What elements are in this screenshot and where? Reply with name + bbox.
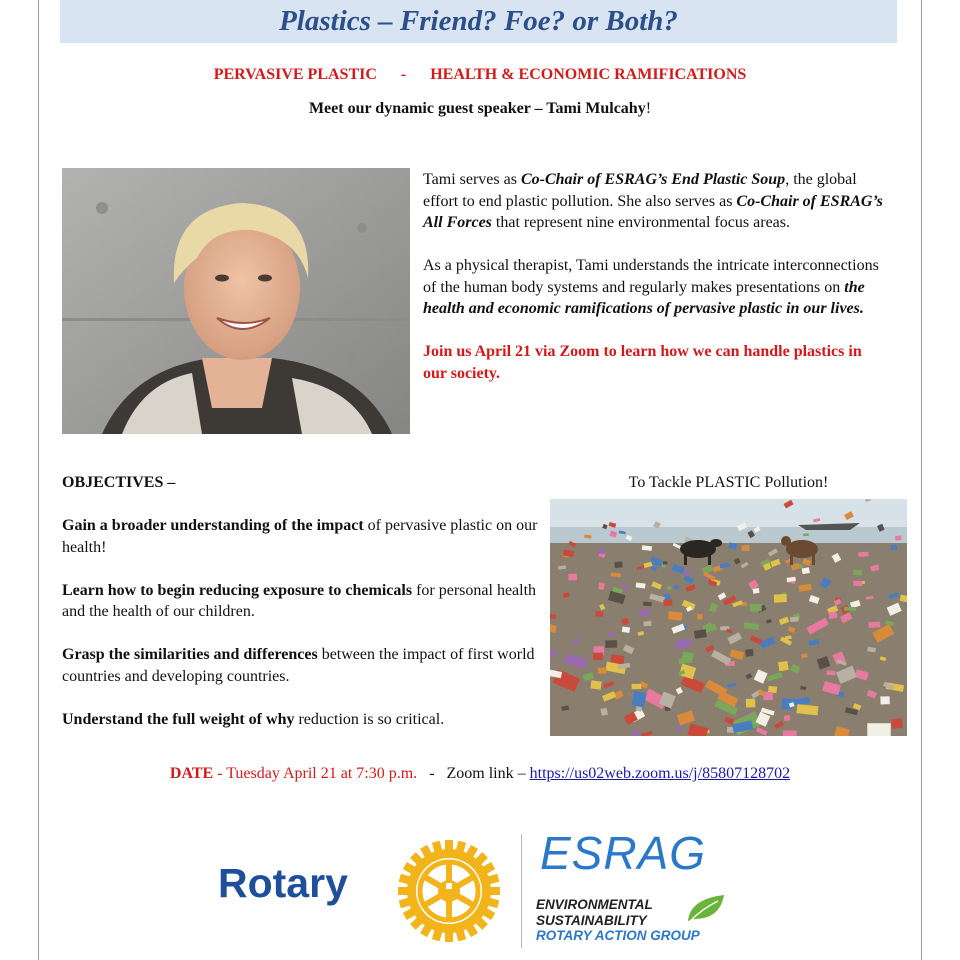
bio-text: As a physical therapist, Tami understands the intricate interconnections of the human body systems and regularly makes presentations on <box>423 257 879 296</box>
objective-text: of pervasive plastic on our health! <box>62 517 538 556</box>
objective-bold: Learn how to begin reducing exposure to chemicals <box>62 581 413 599</box>
logo-divider <box>521 834 522 948</box>
rotary-wheel-icon <box>396 838 502 944</box>
speaker-photo-graphic <box>62 168 410 434</box>
zoom-link[interactable]: https://us02web.zoom.us/j/85807128702 <box>529 765 791 782</box>
speaker-intro-text: Meet our dynamic guest speaker – Tami Mulcahy <box>308 100 646 117</box>
pollution-photo-graphic <box>550 499 907 736</box>
objectives-heading: OBJECTIVES – <box>62 474 176 491</box>
bio-paragraph-therapist <box>423 255 888 320</box>
objective-item <box>62 644 542 687</box>
join-invitation: Join us April 21 via Zoom to learn how we can handle plastics in our society. <box>423 343 862 382</box>
page-title: Plastics – Friend? Foe? or Both? <box>279 5 678 37</box>
event-date-line <box>0 765 960 783</box>
speaker-bio <box>423 169 888 406</box>
esrag-line-1: ENVIRONMENTAL <box>536 897 653 912</box>
bio-emphasis: the health and economic ramifications of pervasive plastic in our lives. <box>423 278 865 317</box>
pollution-photo <box>550 499 907 736</box>
bio-text: , the global effort to end plastic pollution. She also serves as <box>423 171 857 210</box>
leaf-icon <box>684 893 728 925</box>
esrag-logo-text: ESRAG <box>540 827 707 879</box>
speaker-intro <box>0 100 960 118</box>
zoom-label: - Zoom link – <box>417 765 530 782</box>
bio-text: Tami serves as <box>423 171 521 188</box>
topic-line: PERVASIVE PLASTIC - HEALTH & ECONOMIC RAMIFICATIONS <box>213 66 747 83</box>
image-caption: To Tackle PLASTIC Pollution! <box>628 474 829 491</box>
objective-item <box>62 709 542 731</box>
objective-bold: Understand the full weight of why <box>62 710 295 728</box>
objective-item <box>62 580 542 623</box>
esrag-subtitle <box>536 897 700 944</box>
objective-text: between the impact of first world countries and developing countries. <box>62 646 535 685</box>
bio-text: that represent nine environmental focus areas. <box>491 214 790 231</box>
esrag-line-3: ROTARY ACTION GROUP <box>536 928 700 943</box>
bio-role-all-forces: Co-Chair of ESRAG’s All Forces <box>423 192 883 231</box>
objective-bold: Grasp the similarities and differences <box>62 646 318 663</box>
bio-role-end-plastic-soup: Co-Chair of ESRAG’s End Plastic Soup <box>520 171 786 188</box>
date-label: DATE <box>169 765 214 782</box>
objective-text: reduction is so critical. <box>294 710 445 728</box>
esrag-line-2: SUSTAINABILITY <box>536 912 647 928</box>
speaker-photo <box>62 168 410 434</box>
bio-paragraph-roles <box>423 169 888 234</box>
rotary-logo-text: Rotary <box>218 860 348 906</box>
objective-bold: Gain a broader understanding of the impact <box>62 517 364 534</box>
date-value: - Tuesday April 21 at 7:30 p.m. <box>213 765 418 782</box>
objective-item <box>62 515 542 558</box>
speaker-intro-exclaim: ! <box>645 100 652 117</box>
objectives-section <box>62 472 542 752</box>
objective-text: for personal health and the health of our children. <box>62 581 537 620</box>
